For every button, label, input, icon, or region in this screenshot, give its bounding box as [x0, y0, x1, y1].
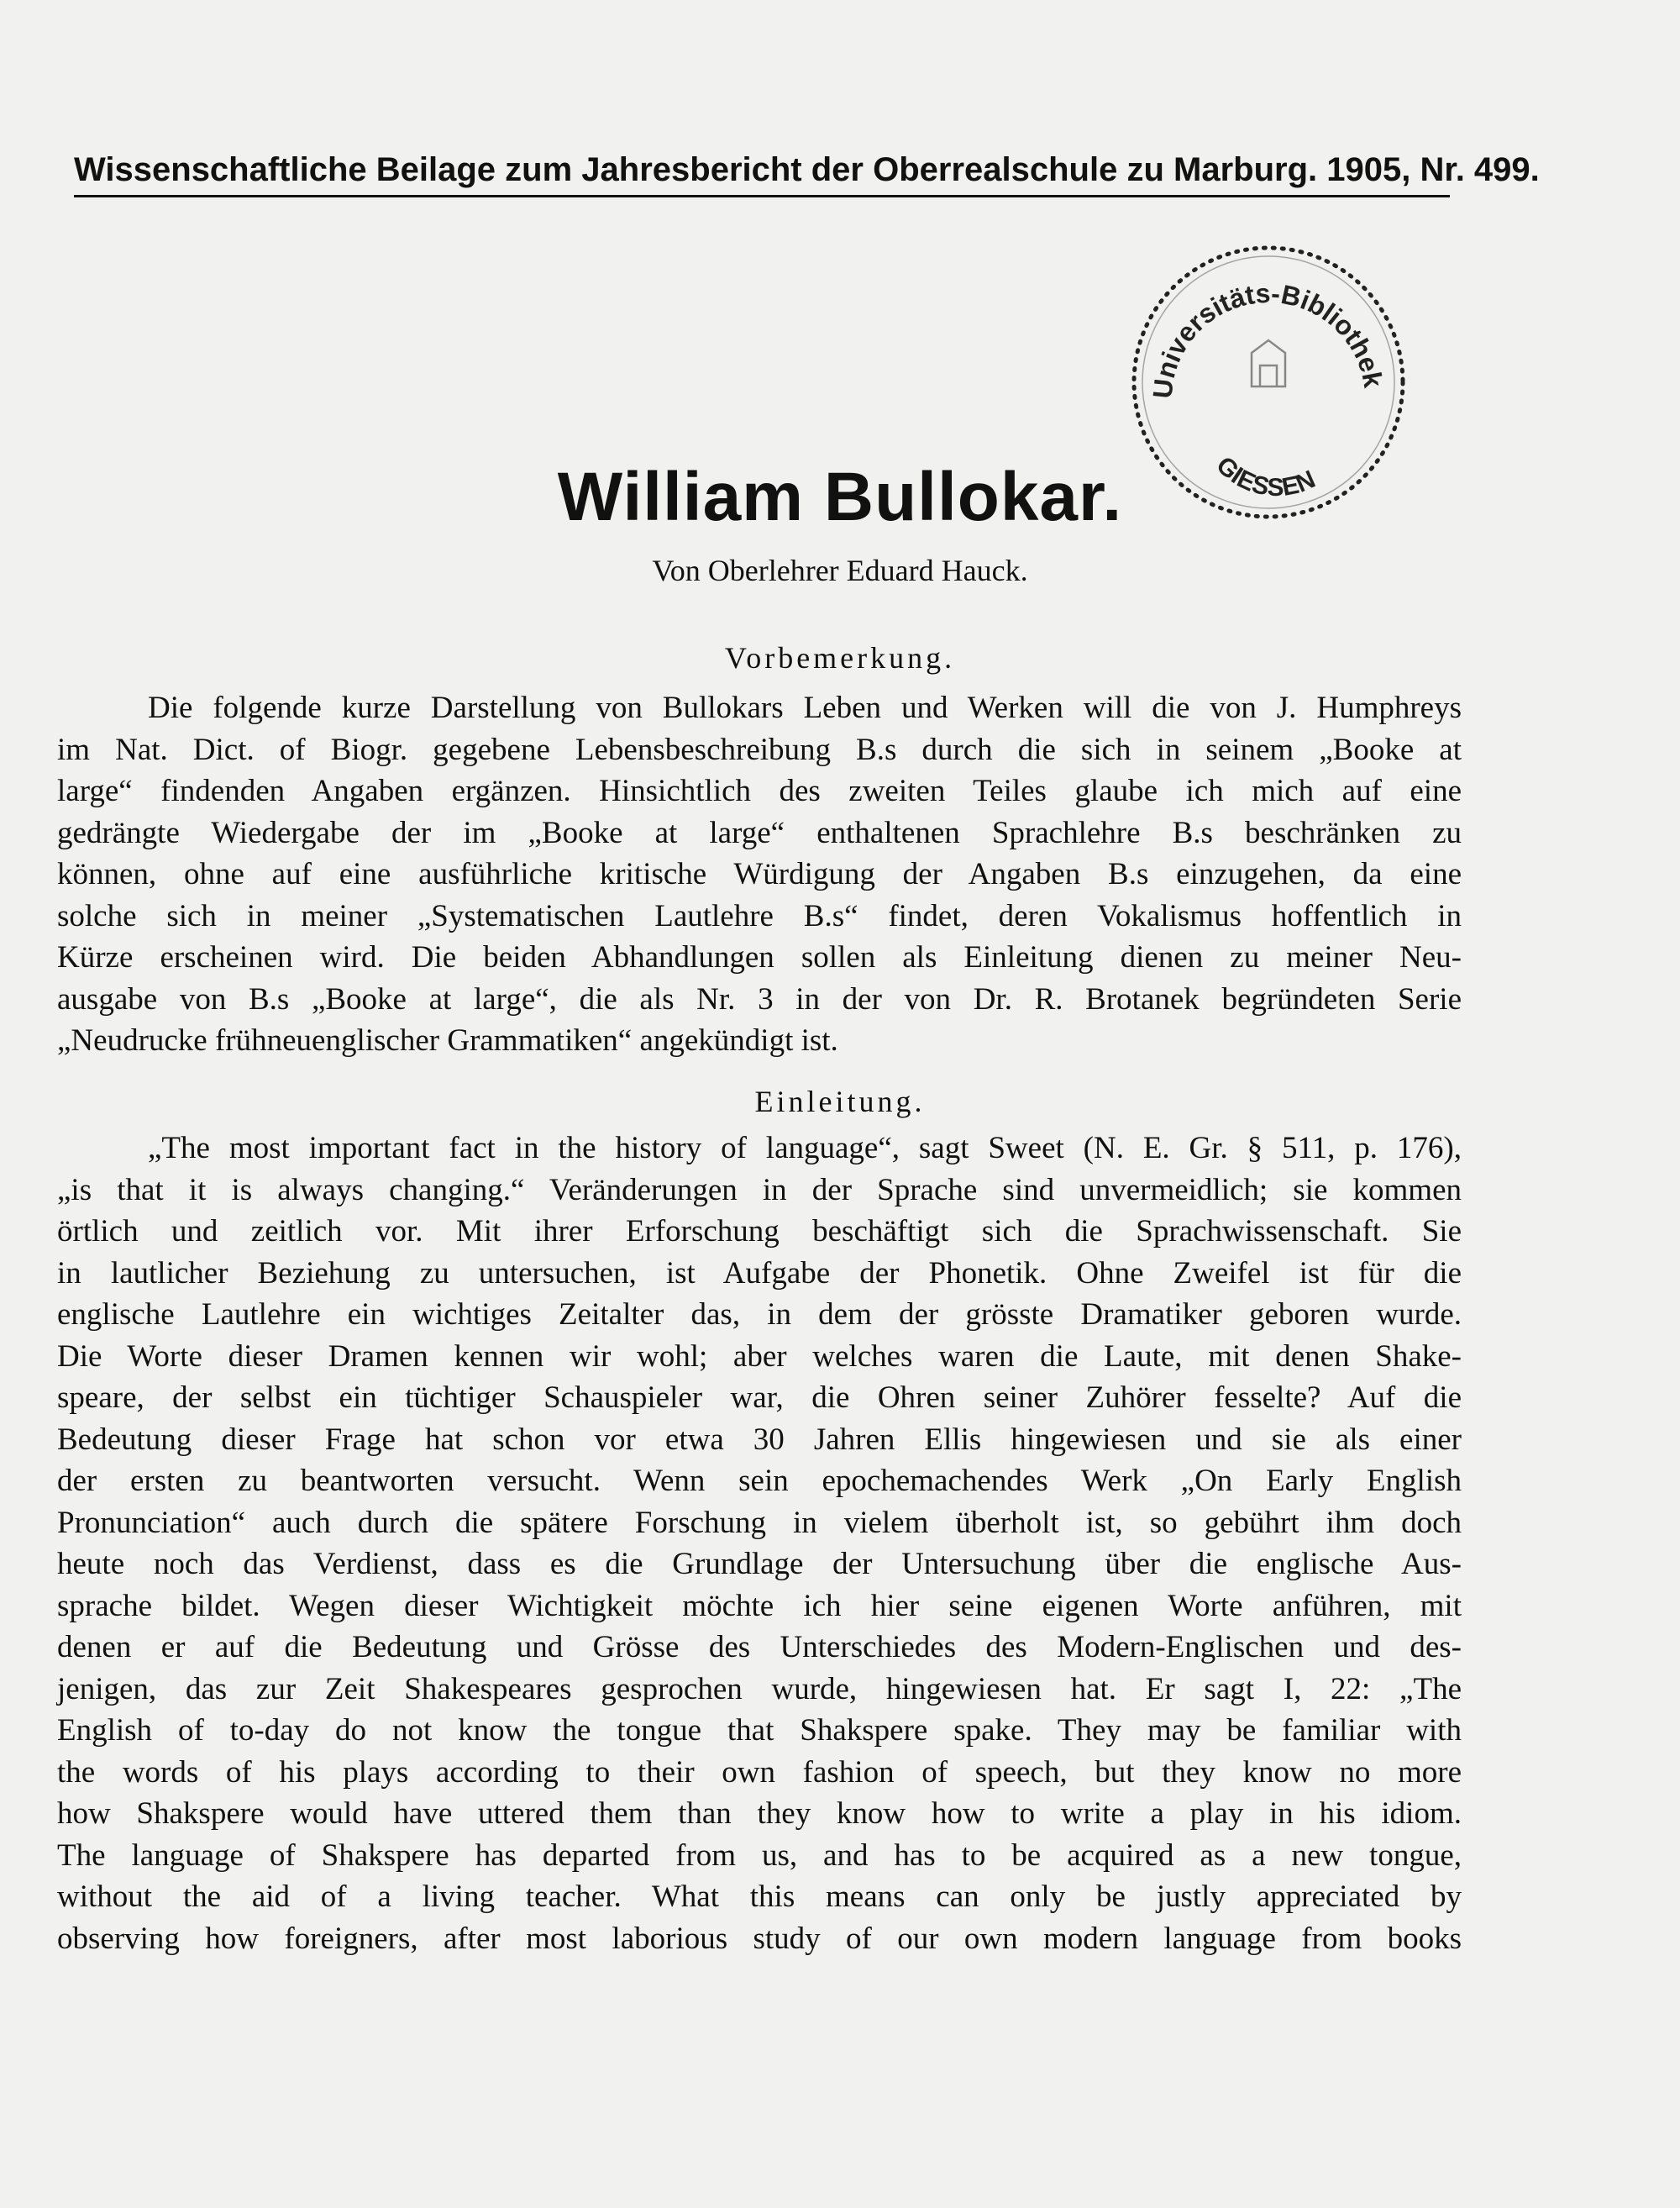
text-line: English of to-day do not know the tongue that Shakspere spake. They may be familiar with: [57, 1713, 1462, 1748]
stamp-top-text: Universitäts-Bibliothek: [1147, 277, 1389, 400]
text-line: speare, der selbst ein tüchtiger Schauspieler war, die Ohren seiner Zuhörer fesselte? Auf die: [57, 1380, 1462, 1415]
text-line: sprache bildet. Wegen dieser Wichtigkeit möchte ich hier seine eigenen Worte anführen, mit: [57, 1588, 1462, 1623]
text-line: The language of Shakspere has departed from us, and has to be acquired as a new tongue,: [57, 1837, 1462, 1873]
section-heading-einleitung: Einleitung.: [754, 1085, 926, 1118]
text-line: Die Worte dieser Dramen kennen wir wohl; aber welches waren die Laute, mit denen Shake-: [57, 1338, 1462, 1374]
header-rule: [74, 195, 1450, 197]
section-body-einleitung: [57, 1128, 1462, 1959]
text-line: jenigen, das zur Zeit Shakespeares gesprochen wurde, hingewiesen hat. Er sagt I, 22: „The: [57, 1671, 1462, 1706]
svg-text:Universitäts-Bibliothek: [1147, 278, 1389, 400]
text-line: gedrängte Wiedergabe der im „Booke at large“ enthaltenen Sprachlehre B.s beschränken zu: [57, 815, 1462, 850]
text-line: how Shakspere would have uttered them than they know how to write a play in his idiom.: [57, 1796, 1462, 1831]
crest-icon: [1252, 340, 1285, 386]
section-heading-vorbemerkung: Vorbemerkung.: [724, 641, 956, 675]
text-line: „is that it is always changing.“ Veränderungen in der Sprache sind unvermeidlich; sie kommen: [57, 1172, 1462, 1207]
section-body-vorbemerkung: [57, 687, 1462, 1062]
text-line: solche sich in meiner „Systematischen Lautlehre B.s“ findet, deren Vokalismus hoffentlich in: [57, 898, 1462, 933]
author-line: Von Oberlehrer Eduard Hauck.: [652, 554, 1028, 587]
text-line: ausgabe von B.s „Booke at large“, die als Nr. 3 in der von Dr. R. Brotanek begründeten Serie: [57, 981, 1462, 1017]
running-header: Wissenschaftliche Beilage zum Jahresbericht der Oberrealschule zu Marburg. 1905, Nr. 499.: [74, 151, 1540, 188]
text-line: heute noch das Verdienst, dass es die Grundlage der Untersuchung über die englische Aus-: [57, 1547, 1462, 1581]
text-line: im Nat. Dict. of Biogr. gegebene Lebensbeschreibung B.s durch die sich in seinem „Booke at: [57, 732, 1462, 767]
article-title: William Bullokar.: [557, 459, 1123, 535]
text-line: „Neudrucke frühneuenglischer Grammatiken“ angekündigt ist.: [57, 1023, 838, 1058]
text-line: the words of his plays according to their own fashion of speech, but they know no more: [57, 1754, 1462, 1790]
text-line: „The most important fact in the history of language“, sagt Sweet (N. E. Gr. § 511, p. 176),: [148, 1131, 1462, 1165]
text-line: Die folgende kurze Darstellung von Bullokars Leben und Werken will die von J. Humphreys: [148, 691, 1462, 725]
text-line: englische Lautlehre ein wichtiges Zeitalter das, in dem der grösste Dramatiker geboren wurde.: [57, 1297, 1462, 1332]
text-line: denen er auf die Bedeutung und Grösse des Unterschiedes des Modern-Englischen und des-: [57, 1630, 1462, 1664]
text-line: können, ohne auf eine ausführliche kritische Würdigung der Angaben B.s einzugehen, da eine: [57, 857, 1462, 891]
text-line: der ersten zu beantworten versucht. Wenn sein epochemachendes Werk „On Early English: [57, 1464, 1462, 1498]
text-line: without the aid of a living teacher. What this means can only be justly appreciated by: [57, 1879, 1462, 1914]
text-line: large“ findenden Angaben ergänzen. Hinsichtlich des zweiten Teiles glaube ich mich auf eine: [57, 774, 1462, 808]
text-line: in lautlicher Beziehung zu untersuchen, ist Aufgabe der Phonetik. Ohne Zweifel ist für die: [57, 1255, 1462, 1291]
text-line: observing how foreigners, after most laborious study of our own modern language from books: [57, 1921, 1462, 1956]
text-line: Bedeutung dieser Frage hat schon vor etwa 30 Jahren Ellis hingewiesen und sie als einer: [57, 1422, 1462, 1457]
text-line: Pronunciation“ auch durch die spätere Forschung in vielem überholt ist, so gebührt ihm doch: [57, 1505, 1462, 1540]
text-line: örtlich und zeitlich vor. Mit ihrer Erforschung beschäftigt sich die Sprachwissenschaft. Sie: [57, 1214, 1462, 1249]
text-line: Kürze erscheinen wird. Die beiden Abhandlungen sollen als Einleitung dienen zu meiner Neu-: [57, 940, 1462, 975]
stamp-bottom-text: GIESSEN: [1210, 451, 1320, 502]
